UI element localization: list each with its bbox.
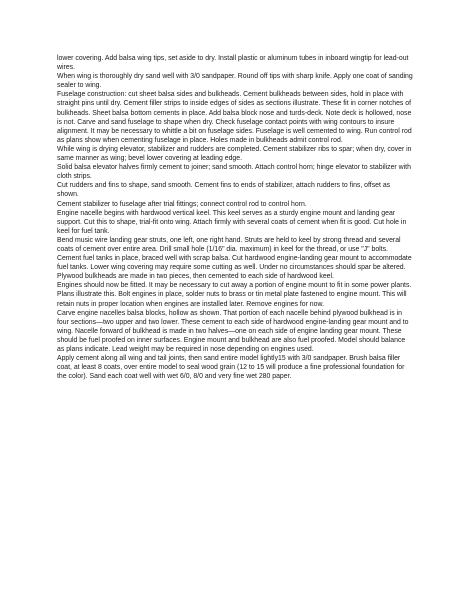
paragraph-elevator-stabilizer-rudders: While wing is drying elevator, stabilizer and rudders are completed. Cement stabilizer ribs to spar; when dry, cover in same manner as wing; bevel lower covering at leading edge. bbox=[57, 145, 412, 163]
paragraph-finishing: Apply cement along all wing and tail joints, then sand entire model lightly15 with 3/0 sandpaper. Brush balsa filler coat, at least 8 coats, over entire model to seal wood grain (12 to 15 will produce a fine professional foundation for the color). Sand each coat well with wet 6/0, 8/0 and very fine wet 280 paper. bbox=[57, 355, 405, 381]
paragraph-engine-fitting: Engines should now be fitted. It may be necessary to cut away a portion of engine mount to fit in some power plants. Plans illustrate this. Bolt engines in place, solder nuts to brass or tin metal plate fastened to engine mount. This will retain nuts in proper location when engines are installed later. Remove engines for now. bbox=[57, 282, 412, 308]
paragraph-fuselage-construction: Fuselage construction: cut sheet balsa sides and bulkheads. Cement bulkheads between sides, hold in place with straight pins until dry. Cement filler strips to inside edges of sides as sections illustrate. These fit in corner notches of bulkheads. Sheet balsa bottom cements in place. Add balsa block nose and turds-deck. Note deck is hollowed, nose is not. Carve and sand fuselage to shape when dry. Check fuselage contact points with wing contours to insure alignment. It may be necessary to whittle a bit on fuselage sides. Fuselage is well cemented to wing. Run control rod as plans show when cementing fuselage in place. Holes made in bulkheads admit control rod. bbox=[57, 91, 412, 144]
paragraph-plywood-bulkheads: Plywood bulkheads are made in two pieces, then cemented to each side of hardwood keel. bbox=[57, 273, 334, 281]
paragraph-engine-nacelle-keel: Engine nacelle begins with hardwood vertical keel. This keel serves as a sturdy engine mount and landing gear support. Cut this to shape, trial-fit onto wing. Attach firmly with several coats of cement when fit is good. Cut hole in keel for fuel tank. bbox=[57, 209, 407, 235]
paragraph-carve-nacelles: Carve engine nacelles balsa blocks, hollow as shown. That portion of each nacelle behind plywood bulkhead is in four sections—two upper and two lower. These cement to each side of hardwood engine-landing gear mount and to wing. Nacelle forward of bulkhead is made in two halves—one on each side of engine landing gear mount. These should be fuel proofed on inner surfaces. Engine mount and bulkhead are also fuel proofed. Model should balance as plans indicate. Lead weight may be required in nose depending on engines used. bbox=[57, 309, 409, 353]
paragraph-wing-sanding: When wing is thoroughly dry sand well with 3/0 sandpaper. Round off tips with sharp knife. Apply one coat of sanding sealer to wing. bbox=[57, 73, 413, 90]
paragraph-wing-tips: lower covering. Add balsa wing tips, set aside to dry. Install plastic or aluminum tubes in inboard wingtip for lead-out wires. bbox=[57, 55, 409, 72]
paragraph-elevator-halves: Solid balsa elevator halves firmly cement to joiner; sand smooth. Attach control horn; hinge elevator to stabilizer with cloth strips. bbox=[57, 164, 411, 181]
paragraph-landing-gear-struts: Bend music wire landing gear struts, one left, one right hand. Struts are held to keel by strong thread and several coats of cement over entire area. Drill small hole (1/16" dia. maximum) in keel for the thread, or use "J" bolts. bbox=[57, 236, 401, 253]
paragraph-fuel-tanks: Cement fuel tanks in place, braced well with scrap balsa. Cut hardwood engine-landing gear mount to accommodate fuel tanks. Lower wing covering may require some cutting as well. Under no circumstances should spar be altered. bbox=[57, 255, 412, 272]
paragraph-rudders-fins: Cut rudders and fins to shape, sand smooth. Cement fins to ends of stabilizer, attach rudders to fins, offset as shown. bbox=[57, 182, 391, 199]
paragraph-stabilizer-cement: Cement stabilizer to fuselage after trial fittings; connect control rod to control horn. bbox=[57, 200, 307, 208]
document-body bbox=[57, 54, 413, 381]
